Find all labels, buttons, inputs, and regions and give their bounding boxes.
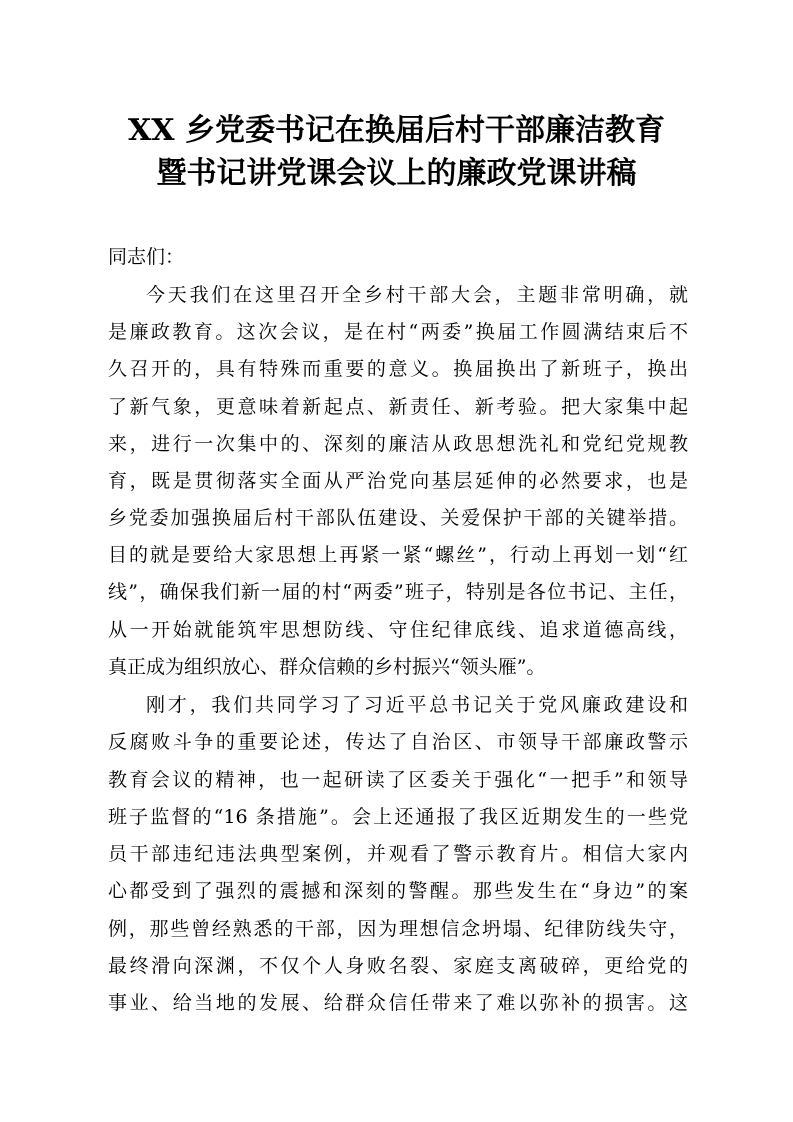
paragraph-line: 是廉政教育。这次会议，是在村“两委”换届工作圆满结束后不 bbox=[108, 321, 688, 343]
paragraph-line: 最终滑向深渊，不仅个人身败名裂、家庭支离破碎，更给党的 bbox=[108, 955, 688, 977]
paragraph-line: 教育会议的精神，也一起研读了区委关于强化“一把手”和领导 bbox=[108, 769, 688, 791]
paragraph-line: 真正成为组织放心、群众信赖的乡村振兴“领头雁”。 bbox=[108, 656, 546, 678]
paragraph-line: 来，进行一次集中的、深刻的廉洁从政思想洗礼和党纪党规教 bbox=[108, 433, 688, 455]
document-title-line-2: 暨书记讲党课会议上的廉政党课讲稿 bbox=[156, 156, 637, 191]
paragraph-line: 乡党委加强换届后村干部队伍建设、关爱保护干部的关键举措。 bbox=[108, 507, 688, 529]
paragraph-line: 员干部违纪违法典型案例，并观看了警示教育片。相信大家内 bbox=[108, 843, 688, 865]
paragraph-line: 心都受到了强烈的震撼和深刻的警醒。那些发生在“身边”的案 bbox=[108, 880, 688, 902]
paragraph-line: 今天我们在这里召开全乡村干部大会，主题非常明确，就 bbox=[146, 284, 688, 306]
paragraph-line: 反腐败斗争的重要论述，传达了自治区、市领导干部廉政警示 bbox=[108, 731, 688, 753]
paragraph-line: 例，那些曾经熟悉的干部，因为理想信念坍塌、纪律防线失守， bbox=[108, 918, 688, 940]
document-title-line-1: XX 乡党委书记在换届后村干部廉洁教育 bbox=[128, 113, 665, 148]
salutation: 同志们： bbox=[108, 246, 185, 268]
paragraph-line: 育，既是贯彻落实全面从严治党向基层延伸的必然要求，也是 bbox=[108, 470, 688, 492]
paragraph-line: 目的就是要给大家思想上再紧一紧“螺丝”，行动上再划一划“红 bbox=[108, 544, 688, 566]
paragraph-line: 久召开的，具有特殊而重要的意义。换届换出了新班子，换出 bbox=[108, 358, 688, 380]
paragraph-line: 刚才，我们共同学习了习近平总书记关于党风廉政建设和 bbox=[146, 694, 688, 716]
paragraph-line: 事业、给当地的发展、给群众信任带来了难以弥补的损害。这 bbox=[108, 992, 688, 1014]
paragraph-line: 班子监督的“16 条措施”。会上还通报了我区近期发生的一些党 bbox=[108, 806, 688, 828]
paragraph-line: 线”，确保我们新一届的村“两委”班子，特别是各位书记、主任， bbox=[108, 581, 688, 603]
paragraph-line: 了新气象，更意味着新起点、新责任、新考验。把大家集中起 bbox=[108, 396, 688, 418]
paragraph-line: 从一开始就能筑牢思想防线、守住纪律底线、追求道德高线， bbox=[108, 619, 688, 641]
